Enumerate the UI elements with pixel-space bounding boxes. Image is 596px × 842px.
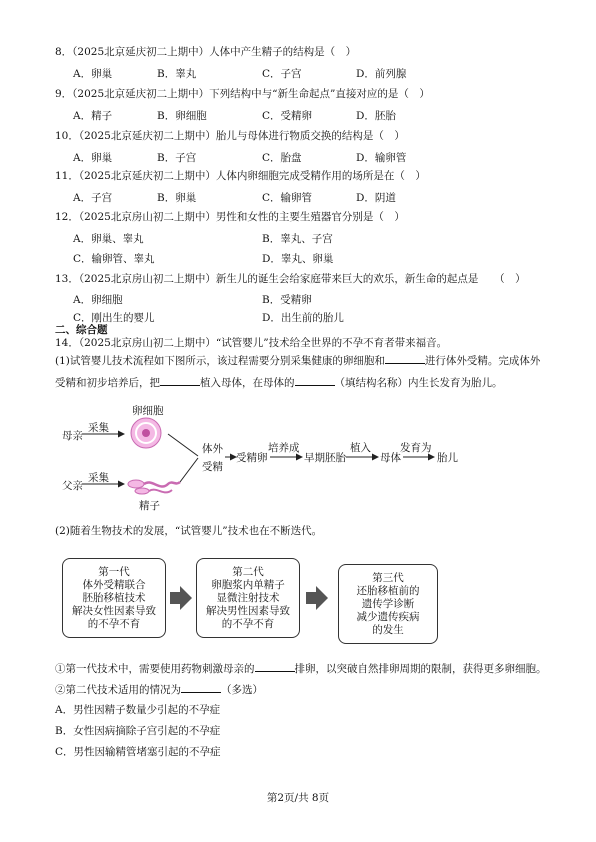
q13-option-a: A．卵细胞 bbox=[73, 294, 123, 306]
flow-culture: 培养成 bbox=[268, 442, 300, 454]
q9-option-b: B．卵细胞 bbox=[157, 110, 207, 122]
answer-blank[interactable] bbox=[255, 661, 295, 672]
generation-2-line-1: 卵胞浆内单精子 bbox=[211, 578, 285, 591]
q10-option-b: B．子宫 bbox=[157, 152, 197, 164]
q14-part2: (2)随着生物技术的发展，“试管婴儿”技术也在不断迭代。 bbox=[55, 525, 323, 537]
q14-part1: (1)试管婴儿技术流程如下图所示，该过程需要分别采集健康的卵细胞和 进行体外受精。完成体外受精和初步培养后，把 植入母体，在母体的 （填结构名称）内生长发育为胎儿。 bbox=[55, 355, 541, 389]
q8-option-b: B．睾丸 bbox=[157, 68, 197, 80]
flow-mother: 母亲 bbox=[62, 430, 83, 442]
generation-3-title: 第三代 bbox=[372, 571, 404, 584]
flow-egg-label: 卵细胞 bbox=[132, 405, 164, 417]
sperm-icon bbox=[128, 480, 180, 494]
q13-option-b: B．受精卵 bbox=[262, 294, 312, 306]
flow-embryo: 早期胚胎 bbox=[304, 452, 346, 464]
question-12-stem: 12．（2025北京房山初二上期中）男性和女性的主要生殖器官分别是（ ） bbox=[55, 211, 405, 223]
q12-option-b: B．睾丸、子宫 bbox=[262, 233, 333, 245]
answer-blank[interactable] bbox=[181, 682, 221, 693]
generation-3-line-4: 的发生 bbox=[372, 623, 404, 636]
q14-sub2: ②第二代技术适用的情况为 （多选） bbox=[55, 684, 263, 696]
arrow-right-icon bbox=[306, 586, 328, 610]
generation-3-box bbox=[338, 564, 438, 644]
page-footer: 第2页/共 8页 bbox=[266, 792, 330, 804]
question-9-stem: 9．（2025北京延庆初二上期中）下列结构中与“新生命起点”直接对应的是（ ） bbox=[55, 88, 430, 100]
generation-3-line-3: 减少遗传疾病 bbox=[356, 610, 420, 623]
generation-1-line-4: 的不孕不育 bbox=[87, 617, 141, 630]
q8-option-a: A．卵巢 bbox=[73, 68, 113, 80]
q10-option-a: A．卵巢 bbox=[73, 152, 113, 164]
answer-blank[interactable] bbox=[160, 375, 200, 386]
section-title: 二、综合题 bbox=[55, 324, 108, 336]
generation-1-line-2: 胚胎移植技术 bbox=[82, 591, 146, 604]
flow-father: 父亲 bbox=[62, 480, 83, 492]
q9-option-d: D．胚胎 bbox=[356, 110, 396, 122]
flow-mother-body: 母体 bbox=[380, 452, 401, 464]
generation-3-line-1: 还胎移植前的 bbox=[356, 584, 420, 597]
q10-option-c: C．胎盘 bbox=[262, 152, 302, 164]
flow-ivf-2: 受精 bbox=[202, 461, 223, 473]
q12-option-d: D．睾丸、卵巢 bbox=[262, 253, 334, 265]
question-8-stem: 8．（2025北京延庆初二上期中）人体中产生精子的结构是（ ） bbox=[55, 46, 357, 58]
q14-option-b: B．女性因病摘除子宫引起的不孕症 bbox=[55, 725, 221, 737]
answer-blank[interactable] bbox=[295, 375, 335, 386]
question-11-stem: 11．（2025北京延庆初二上期中）人体内卵细胞完成受精作用的场所是在（ ） bbox=[55, 170, 426, 182]
question-13-stem: 13．（2025北京房山初二上期中）新生儿的诞生会给家庭带来巨大的欢乐，新生命的起点是 （ ） bbox=[55, 273, 526, 285]
q10-option-d: D．输卵管 bbox=[356, 152, 407, 164]
generation-2-box bbox=[196, 558, 300, 638]
answer-blank[interactable] bbox=[385, 353, 425, 364]
q14-option-c: C．男性因输精管堵塞引起的不孕症 bbox=[55, 746, 221, 758]
q11-option-b: B．卵巢 bbox=[157, 192, 197, 204]
egg-cell-icon bbox=[131, 418, 161, 448]
generation-1-title: 第一代 bbox=[98, 565, 130, 578]
q11-option-d: D．阴道 bbox=[356, 192, 396, 204]
flow-collect-2: 采集 bbox=[88, 472, 109, 484]
arrow-right-icon bbox=[170, 586, 192, 610]
flow-ivf-1: 体外 bbox=[202, 443, 223, 455]
flow-fetus: 胎儿 bbox=[437, 452, 458, 464]
q14-option-a: A．男性因精子数量少引起的不孕症 bbox=[55, 704, 221, 716]
flow-collect-1: 采集 bbox=[88, 422, 109, 434]
q12-option-a: A．卵巢、睾丸 bbox=[73, 233, 144, 245]
flow-develop: 发育为 bbox=[400, 442, 432, 454]
q9-option-c: C．受精卵 bbox=[262, 110, 313, 122]
question-10-stem: 10．（2025北京延庆初二上期中）胎儿与母体进行物质交换的结构是（ ） bbox=[55, 130, 405, 142]
flow-implant: 植入 bbox=[350, 442, 371, 454]
q9-option-a: A．精子 bbox=[73, 110, 113, 122]
q13-option-c: C．刚出生的婴儿 bbox=[73, 312, 155, 324]
q14-sub1: ①第一代技术中，需要使用药物刺激母亲的 排卵，以突破自然排卵周期的限制，获得更多卵细胞。 bbox=[55, 663, 547, 675]
q8-option-c: C．子宫 bbox=[262, 68, 302, 80]
generation-2-line-2: 显微注射技术 bbox=[216, 591, 280, 604]
generation-1-line-1: 体外受精联合 bbox=[82, 578, 146, 591]
generation-2-line-3: 解决男性因素导致 bbox=[206, 604, 290, 617]
q13-option-d: D．出生前的胎儿 bbox=[262, 312, 344, 324]
q8-option-d: D．前列腺 bbox=[356, 68, 407, 80]
generation-3-line-2: 遗传学诊断 bbox=[361, 597, 415, 610]
q11-option-c: C．输卵管 bbox=[262, 192, 313, 204]
q11-option-a: A．子宫 bbox=[73, 192, 113, 204]
generation-2-title: 第二代 bbox=[232, 565, 264, 578]
flow-zygote: 受精卵 bbox=[236, 452, 268, 464]
q12-option-c: C．输卵管、睾丸 bbox=[73, 253, 155, 265]
generation-2-line-4: 的不孕不育 bbox=[221, 617, 275, 630]
flow-sperm-label: 精子 bbox=[139, 500, 160, 512]
question-14-stem: 14．（2025北京房山初二上期中）“试管婴儿”技术给全世界的不孕不育者带来福音。 bbox=[55, 337, 448, 349]
generation-1-box bbox=[62, 558, 166, 638]
generation-1-line-3: 解决女性因素导致 bbox=[72, 604, 156, 617]
